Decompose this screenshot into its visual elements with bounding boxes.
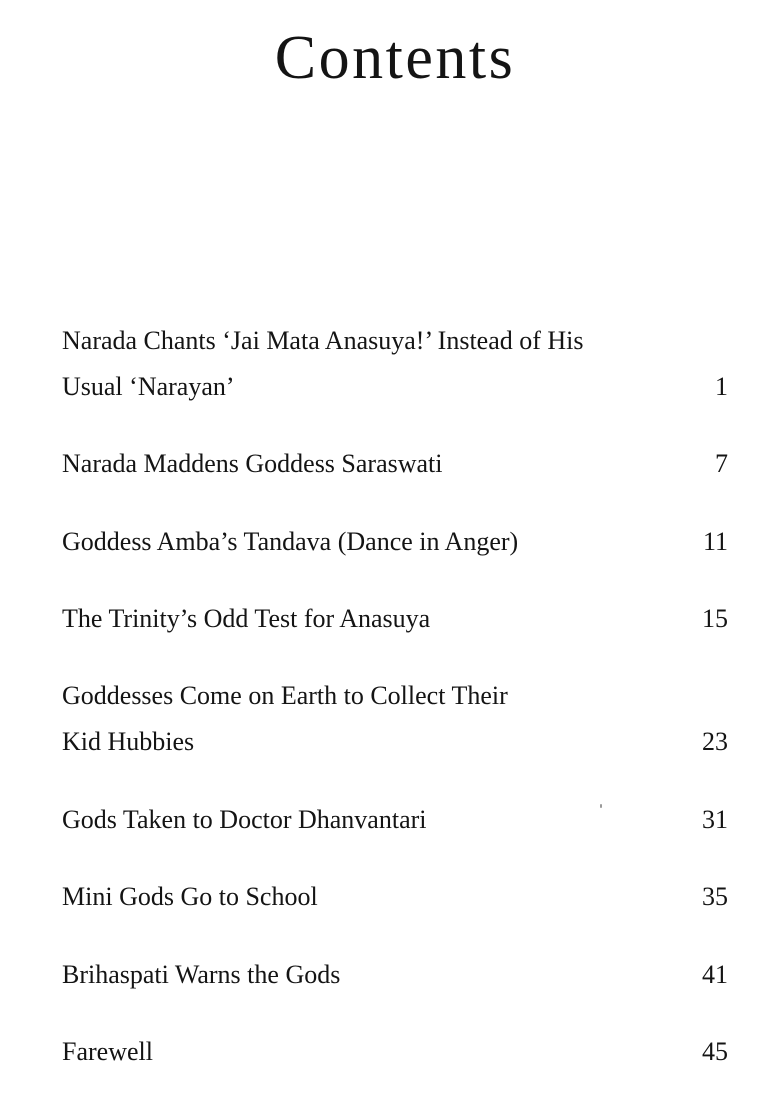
toc-entry[interactable] — [62, 673, 728, 765]
toc-entry-title — [62, 1029, 728, 1075]
scan-speck — [600, 804, 602, 808]
toc-entry-title — [62, 797, 728, 843]
toc-page-number: 23 — [702, 727, 728, 756]
toc-entry-title-line: Usual ‘Narayan’ — [62, 372, 235, 401]
toc-entry-title-line: Brihaspati Warns the Gods — [62, 960, 341, 989]
toc-entry-title-line: Narada Maddens Goddess Saraswati — [62, 449, 443, 478]
toc-page-number: 15 — [702, 604, 728, 633]
toc-entry-title-line: Farewell — [62, 1037, 153, 1066]
toc-page-number: 35 — [702, 882, 728, 911]
toc-entry-title-line: Mini Gods Go to School — [62, 882, 318, 911]
toc-entry[interactable] — [62, 519, 728, 565]
toc-entry-title — [62, 874, 728, 920]
toc-entry-title — [62, 673, 728, 765]
toc-entry-title-line: Gods Taken to Doctor Dhanvantari — [62, 805, 427, 834]
page-title: Contents — [274, 24, 516, 92]
toc-page-number: 11 — [702, 527, 728, 556]
toc-page-number: 1 — [715, 372, 728, 401]
toc-entry-title — [62, 952, 728, 998]
toc-page-number: 31 — [702, 805, 728, 834]
toc-entry[interactable] — [62, 318, 728, 410]
toc-entry[interactable] — [62, 797, 728, 843]
toc-entry-title-line: Goddess Amba’s Tandava (Dance in Anger) — [62, 527, 519, 556]
toc-entry-title — [62, 519, 728, 565]
toc-entry-title-line: The Trinity’s Odd Test for Anasuya — [62, 604, 431, 633]
toc-entry[interactable] — [62, 1029, 728, 1075]
toc-entry-title-line: Kid Hubbies — [62, 727, 195, 756]
table-of-contents — [62, 318, 728, 1075]
toc-page-number: 41 — [702, 960, 728, 989]
toc-entry[interactable] — [62, 952, 728, 998]
toc-entry[interactable] — [62, 874, 728, 920]
toc-entry[interactable] — [62, 441, 728, 487]
toc-entry-title-line: Goddesses Come on Earth to Collect Their — [62, 681, 508, 710]
toc-page-number: 7 — [715, 449, 728, 478]
toc-entry-title — [62, 318, 728, 410]
toc-entry-title — [62, 441, 728, 487]
toc-entry-title-line: Narada Chants ‘Jai Mata Anasuya!’ Instead of His — [62, 326, 584, 355]
toc-entry[interactable] — [62, 596, 728, 642]
toc-entry-title — [62, 596, 728, 642]
toc-page-number: 45 — [702, 1037, 728, 1066]
